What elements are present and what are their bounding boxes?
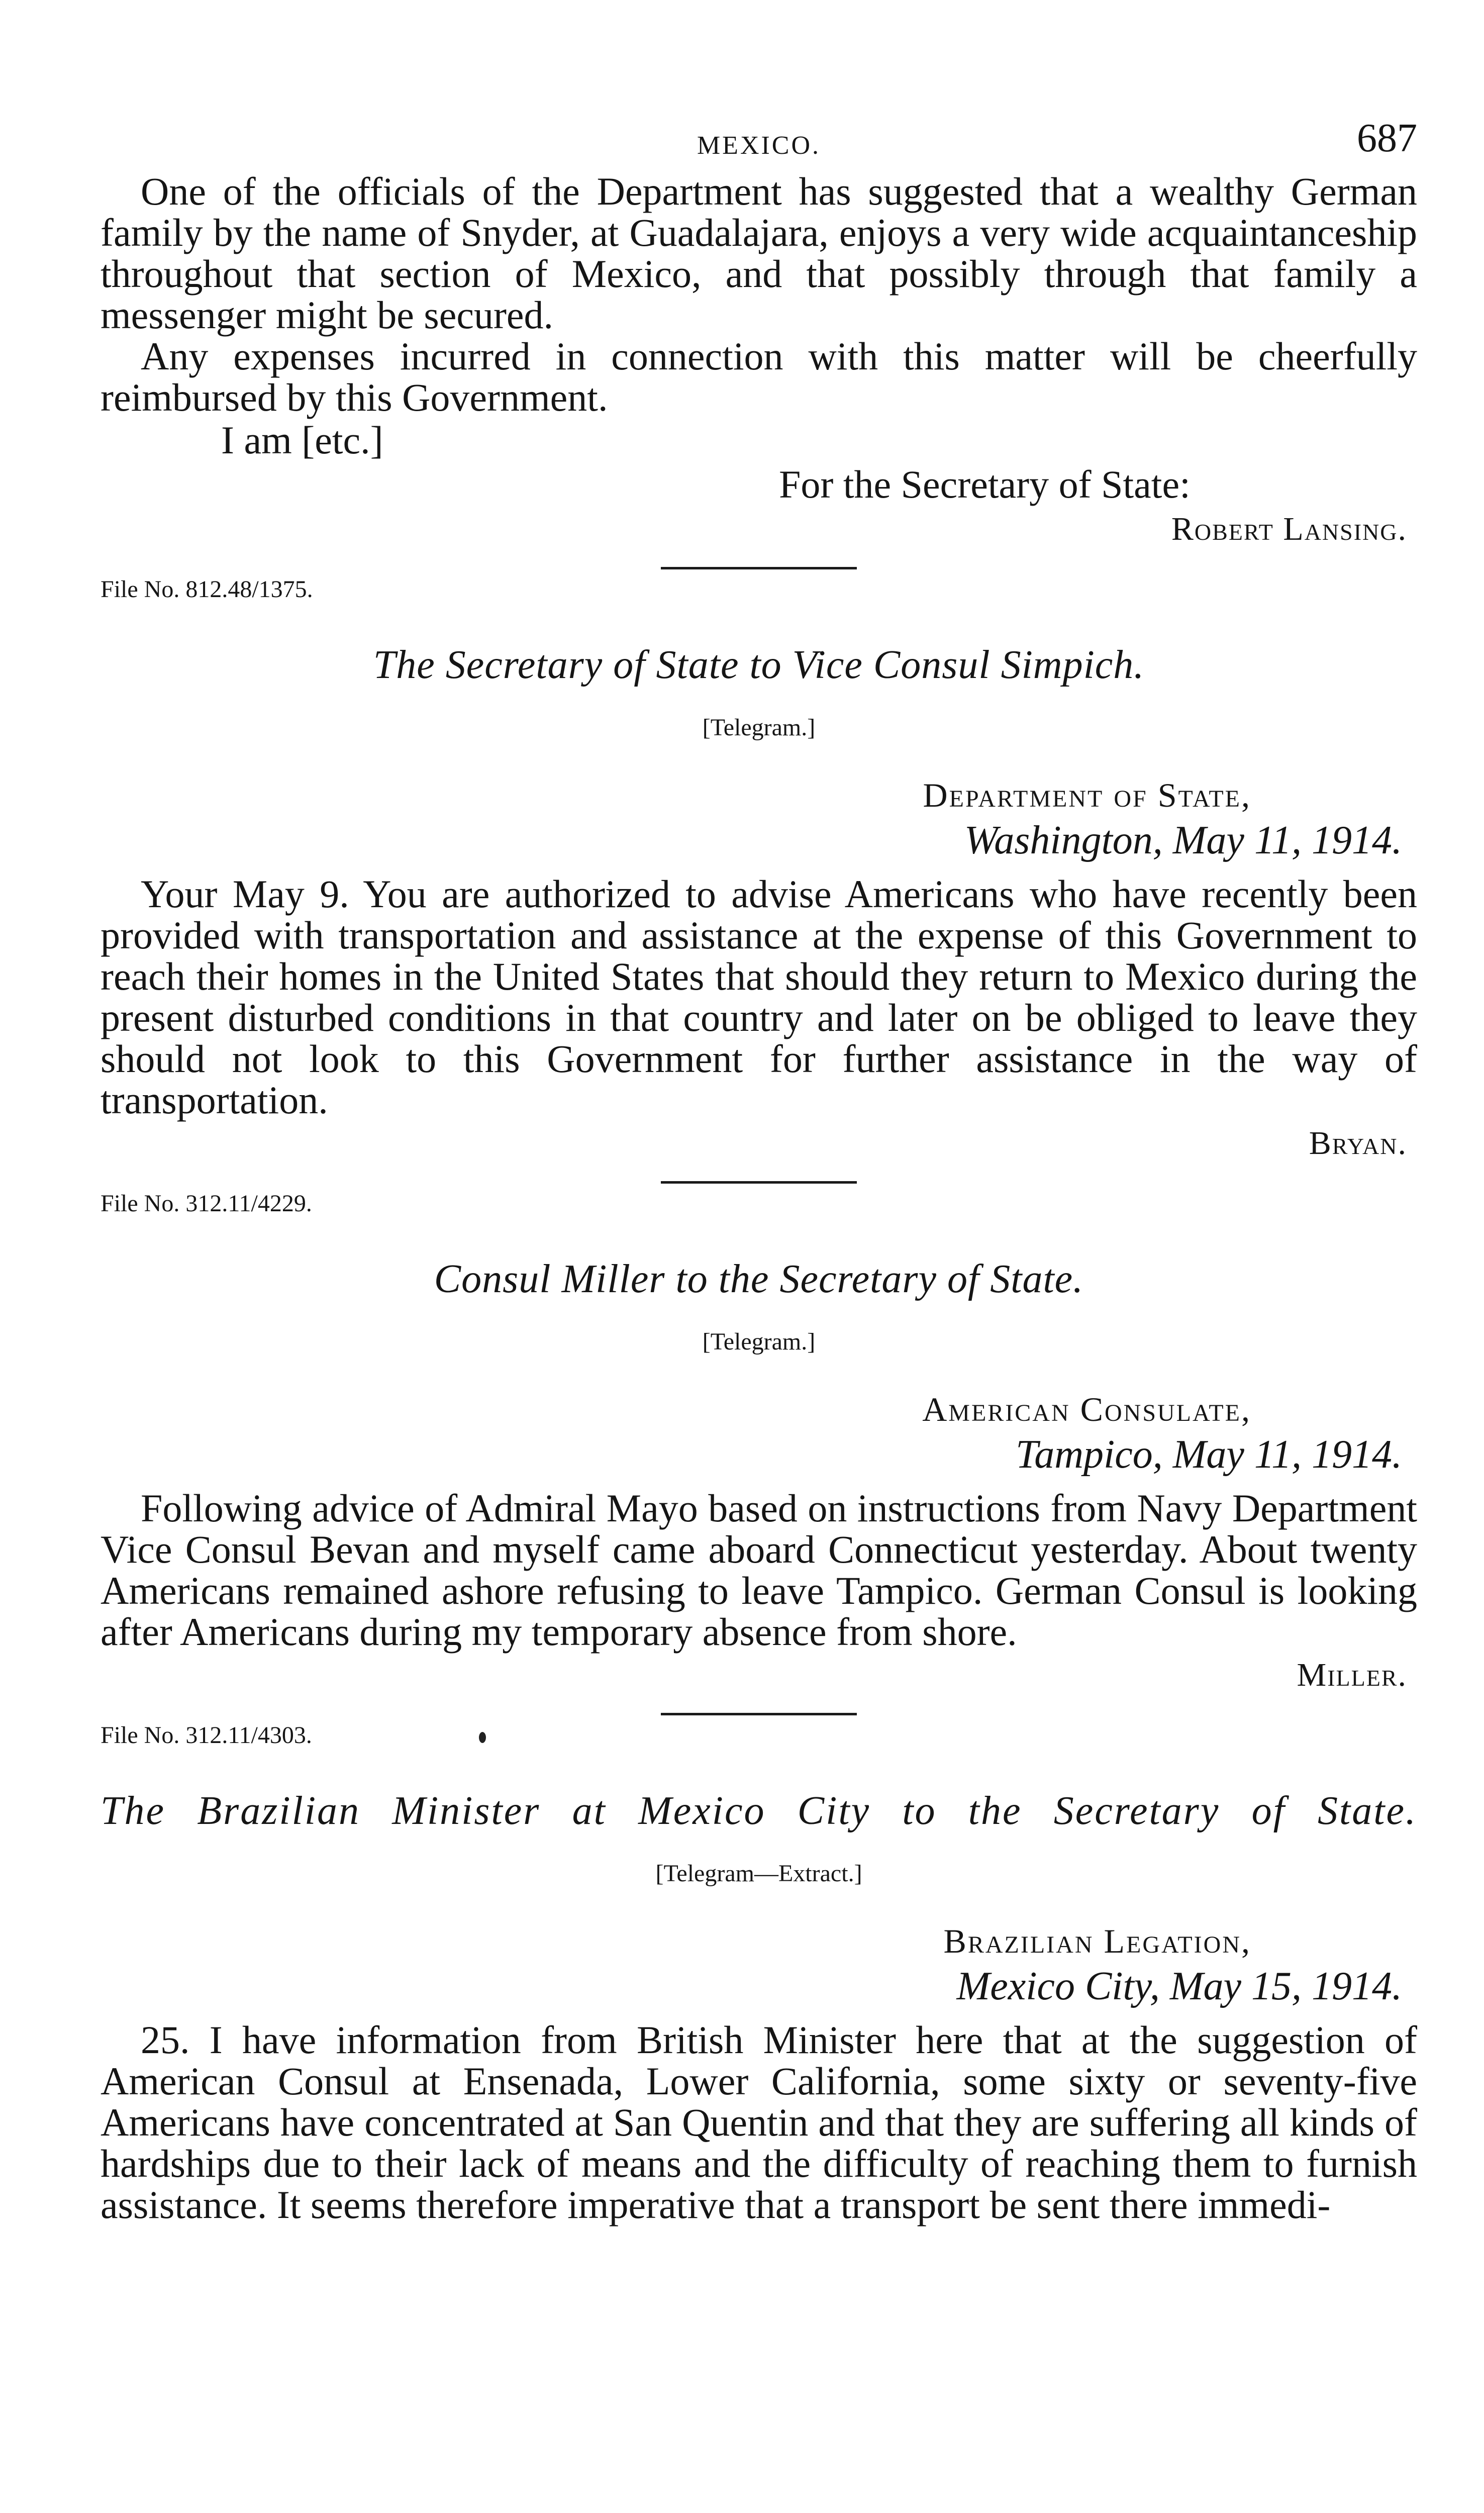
file-number: File No. 312.11/4303.: [101, 1722, 312, 1749]
bullet-mark: [479, 1732, 486, 1743]
signature: Robert Lansing.: [1171, 511, 1407, 547]
dateline-date: Mexico City, May 15, 1914.: [956, 1964, 1402, 2008]
signature-preamble: For the Secretary of State:: [779, 462, 1191, 506]
document-type-note: [Telegram.]: [702, 714, 816, 741]
page-number: 687: [1357, 116, 1417, 160]
section-divider: [661, 1181, 857, 1184]
body-paragraph: 25. I have information from British Minister here that at the suggestion of American Consul at Ensenada, Lower California, some sixty or seventy-five Americans have concentrated at San Quentin and that they are suffering all kinds of hardships due to their lack of means and the difficulty of reaching them to furnish assistance. It seems therefore imperative that a transport be sent there immedi-: [101, 2018, 1417, 2227]
telegram-simpich: [101, 574, 1417, 1184]
telegram-brazilian-minister: [101, 1720, 1417, 2226]
running-title: MEXICO.: [697, 131, 821, 160]
document-type-note: [Telegram.]: [702, 1328, 816, 1355]
letter-continuation: [101, 171, 1417, 569]
file-number: File No. 812.48/1375.: [101, 576, 313, 603]
document-heading: The Brazilian Minister at Mexico City to the Secretary of State.: [101, 1789, 1417, 1833]
signature: Bryan.: [1309, 1125, 1407, 1162]
section-divider: [661, 567, 857, 569]
running-head: [101, 116, 1417, 171]
document-heading: The Secretary of State to Vice Consul Simpich.: [373, 643, 1145, 687]
body-paragraph: One of the officials of the Department has suggested that a wealthy German family by the name of Snyder, at Guadalajara, enjoys a very wide acquaintanceship throughout that section of Mexico, and that possibly through that family a messenger might be secured.: [101, 169, 1417, 337]
section-divider: [661, 1713, 857, 1715]
document-heading: Consul Miller to the Secretary of State.: [434, 1257, 1084, 1301]
telegram-miller: [101, 1189, 1417, 1715]
salutation: I am [etc.]: [221, 418, 383, 462]
signature: Miller.: [1297, 1657, 1407, 1693]
document-page: [101, 116, 1417, 2226]
dateline-place: Brazilian Legation,: [943, 1922, 1251, 1960]
body-paragraph: Any expenses incurred in connection with this matter will be cheerfully reimbursed by this Government.: [101, 334, 1417, 419]
dateline-place: Department of State,: [923, 776, 1251, 814]
dateline-date: Washington, May 11, 1914.: [964, 818, 1402, 862]
body-paragraph: Your May 9. You are authorized to advise Americans who have recently been provided with transportation and assistance at the expense of this Government to reach their homes in the United States that should they return to Mexico during the present disturbed conditions in that country and later on be obliged to leave they should not look to this Government for further assistance in the way of transportation.: [101, 872, 1417, 1122]
body-paragraph: Following advice of Admiral Mayo based on instructions from Navy Department Vice Consul Bevan and myself came aboard Connecticut yesterday. About twenty Americans remained ashore refusing to leave Tampico. German Consul is looking after Americans during my temporary absence from shore.: [101, 1486, 1417, 1654]
file-number-row: [101, 1720, 1417, 1751]
document-type-note: [Telegram—Extract.]: [655, 1860, 862, 1887]
dateline-place: American Consulate,: [922, 1390, 1251, 1428]
dateline-date: Tampico, May 11, 1914.: [1016, 1432, 1402, 1477]
file-number: File No. 312.11/4229.: [101, 1190, 312, 1217]
